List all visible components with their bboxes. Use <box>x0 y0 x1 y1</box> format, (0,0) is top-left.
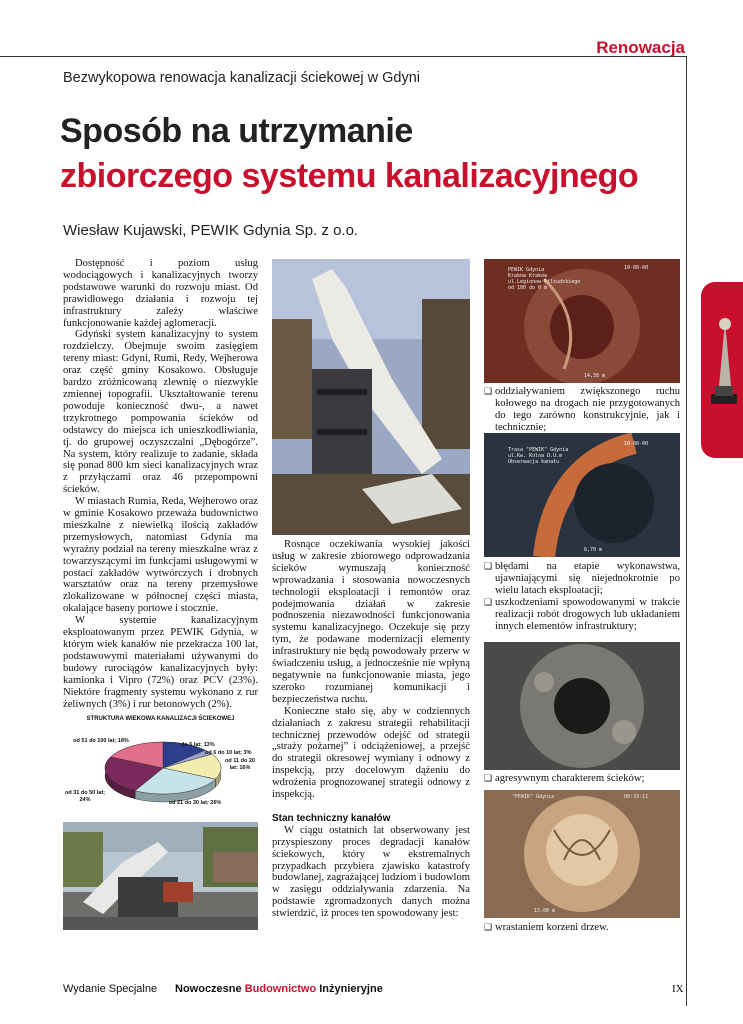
caption-text: agresywnym charakterem ścieków; <box>495 773 645 784</box>
caption-2: ❑ błędami na etapie wykonawstwa, ujawniającymi się niejednokrotnie po wielu latach eksploatacji; ❑ uszkodzeniami spowodowanymi w trakcie realizacji robót drogowych lub układaniem innych elementów infrastruktury; <box>484 561 680 632</box>
paragraph: Gdyński system kanalizacyjny to system rozdzielczy. Obejmuje swoim zasięgiem tereny miast: Gdyni, Rumi, Redy, Wejherowa oraz część gminy Kosakowo. Obsługuje bardzo zróżnicowaną zlewnię o niezwykle zmiennej topografii. Ukształtowanie terenu powoduje konieczność dwu-, a nawet trzykrotnego pompowania ścieków od odstawcy do miejsca ich unieszkodliwiania, tj. do grupowej oczyszczalni „Dębogórze”. Na system, który realizuje to zadanie, składa się ponad 800 km sieci kanalizacyjnych wraz z przyłączami oraz 46 przepompowni ścieków. <box>63 329 258 496</box>
caption-3: ❑ agresywnym charakterem ścieków; <box>484 773 680 785</box>
section-label: Renowacja <box>596 38 685 57</box>
column-rule <box>686 56 687 1006</box>
article-title-line1: Sposób na utrzymanie <box>60 112 413 150</box>
header-rule <box>0 56 686 57</box>
chart-title: STRUKTURA WIEKOWA KANALIZACJI ŚCIEKOWEJ <box>86 716 235 722</box>
footer-magazine: Nowoczesne Budownictwo Inżynieryjne <box>175 983 383 995</box>
overlay-text: "PEWIK" Gdynia <box>512 794 555 800</box>
paragraph: W systemie kanalizacyjnym eksploatowanym przez PEWIK Gdynia, w którym wiek kanałów nie przekracza 100 lat, podstawowymi materiałami używanymi do budowy rurociągów kanalizacyjnych były: kamionka i Vipro (72%) oraz PCV (23%). Niektóre fragmenty systemu wykonano z rur żeliwnych (3%) i rur betonowych (2%). <box>63 615 258 710</box>
chart-label-31-50: od 31 do 50 lat; 24% <box>64 790 106 803</box>
overlay-time: 10-08-00 <box>624 441 649 447</box>
chart-label-6-10: od 6 do 10 lat; 3% <box>205 750 252 756</box>
photo-truck-graphic <box>63 822 258 930</box>
pie-chart <box>63 716 258 816</box>
article-title-line2: zbiorczego systemu kanalizacyjnego <box>60 157 639 195</box>
caption-text: oddziaływaniem zwiększonego ruchu kołowego na drogach nie przygotowanych do tego zarówno konstrukcyjnie, jak i technicznie; <box>495 386 680 433</box>
chart-label-51-100: od 51 do 100 lat; 18% <box>73 738 129 744</box>
overlay-text: Trasa "PEWIK" Gdynia ul.Kw. Kolna D.U.m Obserwacja kanału <box>508 447 569 465</box>
page-number: IX <box>672 983 684 995</box>
photo-inspection-1 <box>484 259 680 383</box>
photo-lining-installation <box>272 259 470 535</box>
footer-edition: Wydanie Specjalne <box>63 983 158 995</box>
caption-text: wrastaniem korzeni drzew. <box>495 922 609 933</box>
paragraph: Konieczne stało się, aby w codziennych działaniach z zakresu strategii rehabilitacji technicznej przewodów odejść od strategii „straży pożarnej” i odciążeniowej, a przejść do strategii okresowej wymiany i odnowy z inspekcją, przy docelowym dążeniu do wdrożenia prognozowanej strategii odnowy z inspekcją. <box>272 705 470 801</box>
paragraph: Dostępność i poziom usług wodociągowych i kanalizacyjnych tworzy podstawowe warunki do rozwoju miast. Od prawidłowego działania i rozwoju tej infrastruktury zależy właściwe funkcjonowanie każdej aglomeracji. <box>63 258 258 329</box>
paragraph: Rosnące oczekiwania wysokiej jakości usług w zakresie zbiorowego odprowadzania ścieków wymuszają konieczność wprowadzania i stosowania nowoczesnych technologii eksploatacji i remontów oraz podejmowania działań w zakresie podnoszenia niezawodności funkcjonowania systemu kanalizacyjnego. Oczekuje się przy tym, że podawane modernizacji elementy infrastruktury nie będą powodowały przerw w świadczeniu usług, a jednocześnie nie wpłyną negatywnie na funkcjonowanie miasta, jego szeroko rozumianej komunikacji i bezpieczeństwa ruchu. <box>272 539 470 705</box>
column-2-text <box>272 539 470 920</box>
overlay-distance: 15.00 m <box>534 908 556 914</box>
chart-label-21-30: od 21 do 30 lat; 26% <box>168 800 222 806</box>
overlay-time: 10-08-00 <box>624 265 649 271</box>
caption-4: ❑ wrastaniem korzeni drzew. <box>484 922 680 934</box>
chart-label-11-20: od 11 do 20 lat; 16% <box>225 758 255 771</box>
photo-inspection-4-graphic <box>484 790 680 918</box>
photo-inspection-4 <box>484 790 680 918</box>
chart-label-0-5: do 5 lat; 13% <box>181 742 215 748</box>
caption-text: błędami na etapie wykonawstwa, ujawniającymi się niejednokrotnie po wielu latach eksploatacji; <box>495 561 680 596</box>
side-tab <box>701 282 743 458</box>
paragraph: W ciągu ostatnich lat obserwowany jest przyspieszony proces degradacji kanałów ściekowych, który w ekstremalnych przypadkach przybiera zjawisko katastrofy budowlanej, zagrażającej ludziom i budowlom w zasięgu oddziaływania zdarzenia. Na podstawie zgromadzonych danych można stwierdzić, iż proces ten spowodowany jest: <box>272 824 470 920</box>
caption-text: uszkodzeniami spowodowanymi w trakcie realizacji robót drogowych lub układaniem innych elementów infrastruktury; <box>495 596 680 632</box>
subhead: Stan techniczny kanałów <box>272 812 391 824</box>
photo-inspection-3-graphic <box>484 642 680 770</box>
article-author: Wiesław Kujawski, PEWIK Gdynia Sp. z o.o. <box>63 222 359 239</box>
article-kicker: Bezwykopowa renowacja kanalizacji ściekowej w Gdyni <box>63 70 421 86</box>
trophy-icon <box>701 282 743 458</box>
overlay-text: PEWIK Gdynia Krakow Kraków ul.Legionow-Pilsudskiego od 100 do 0 m <box>508 267 581 291</box>
overlay-distance: 6,70 m <box>584 547 603 553</box>
photo-truck <box>63 822 258 930</box>
paragraph: W miastach Rumia, Reda, Wejherowo oraz w gminie Kosakowo przeważa budownictwo mieszkalne z niewielką ilością zakładów przemysłowych, natomiast Gdynia ma wyraźny podział na tereny mieszkalne wraz z towarzyszącymi im funkcjami usługowymi w postaci zakładów wytwórczych i drobnych warsztatów oraz na tereny przemysłowe zlokalizowane w północnej części miasta, okalające baseny portowe i stocznie. <box>63 496 258 615</box>
overlay-time: 00:33:11 <box>624 794 649 800</box>
photo-lining-graphic <box>272 259 470 535</box>
photo-inspection-3 <box>484 642 680 770</box>
column-1-text <box>63 258 258 710</box>
overlay-distance: 14,38 m <box>584 373 606 379</box>
photo-inspection-2 <box>484 433 680 557</box>
caption-1: ❑ oddziaływaniem zwiększonego ruchu kołowego na drogach nie przygotowanych do tego zarówno konstrukcyjnie, jak i technicznie; <box>484 386 680 433</box>
